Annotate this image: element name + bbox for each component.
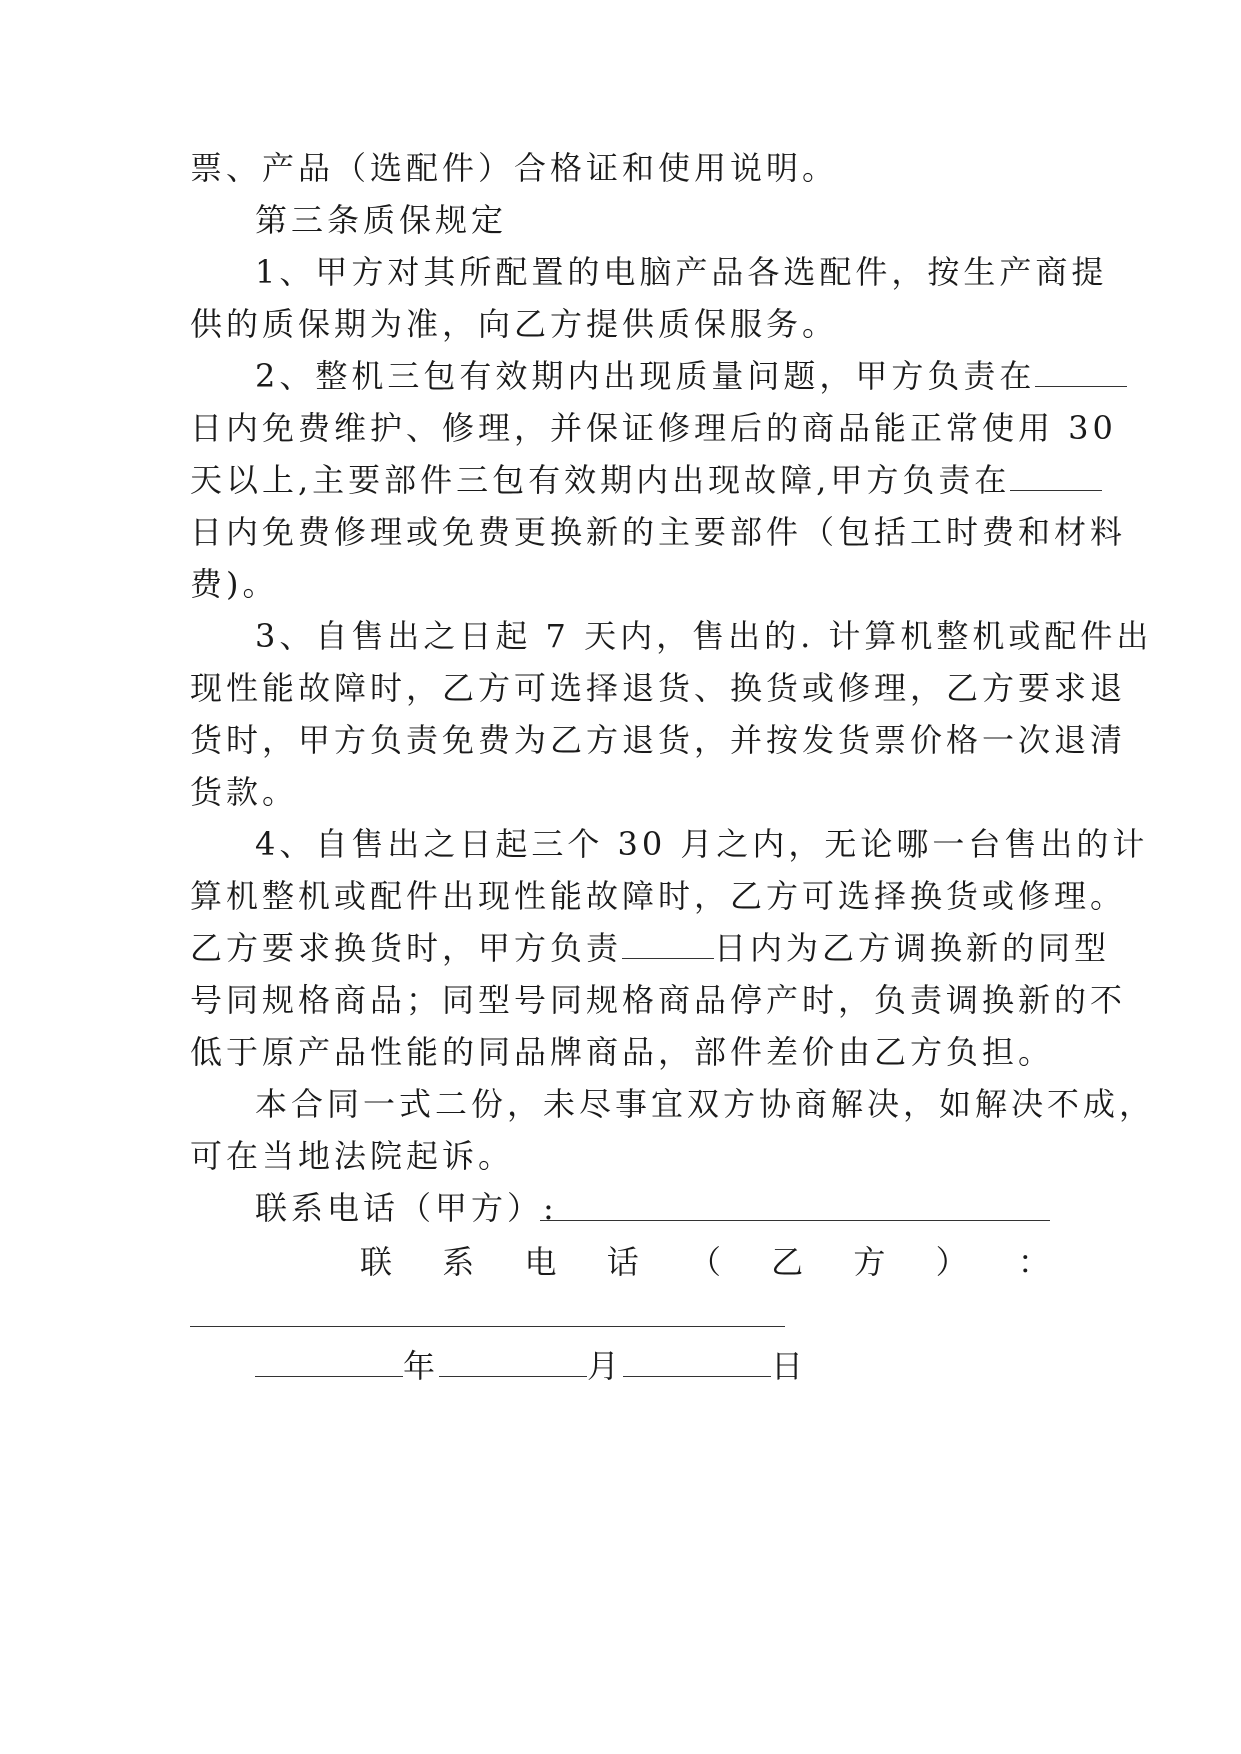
paragraph-line: 货时，甲方负责免费为乙方退货，并按发货票价格一次退清 [190,721,1127,759]
section-heading: 第三条质保规定 [255,201,508,239]
paragraph-line: 4、自售出之日起三个 30 月之内，无论哪一台售出的计 [255,825,1149,863]
clause-4-text: 日内为乙方调换新的同型 [714,929,1111,967]
fill-in-blank[interactable] [1010,462,1102,491]
year-field[interactable] [255,1348,403,1377]
paragraph-line: 现性能故障时，乙方可选择退货、换货或修理，乙方要求退 [190,669,1127,707]
paragraph-line: 本合同一式二份，未尽事宜双方协商解决，如解决不成， [255,1085,1156,1123]
phone-b-char: （ [688,1243,721,1281]
phone-party-a-field[interactable] [540,1220,1050,1221]
clause-2-text: 2、整机三包有效期内出现质量问题，甲方负责在 [255,357,1036,395]
year-label: 年 [403,1347,440,1385]
phone-party-b-label [360,1242,1050,1282]
phone-party-a-text: 联系电话（甲方）: [255,1189,558,1227]
fill-in-blank[interactable] [1035,358,1127,387]
phone-b-char: 话 [606,1243,639,1281]
phone-b-char: 乙 [771,1243,804,1281]
clause-4-text: 乙方要求换货时，甲方负责 [190,929,623,967]
date-line [255,1346,855,1386]
clause-2-text: 天以上,主要部件三包有效期内出现故障,甲方负责在 [190,461,1011,499]
paragraph-line [255,356,1050,396]
phone-b-char: 电 [524,1243,557,1281]
phone-party-b-field[interactable] [190,1326,785,1327]
phone-b-char: 联 [360,1243,393,1281]
paragraph-line: 低于原产品性能的同品牌商品，部件差价由乙方负担。 [190,1033,1055,1071]
paragraph-line: 日内免费修理或免费更换新的主要部件（包括工时费和材料 [190,513,1127,551]
paragraph-line: 供的质保期为准，向乙方提供质保服务。 [190,305,839,343]
fill-in-blank[interactable] [622,930,714,959]
month-field[interactable] [439,1348,587,1377]
paragraph-line: 日内免费维护、修理，并保证修理后的商品能正常使用 30 [190,409,1117,447]
paragraph-line: 货款。 [190,773,299,811]
paragraph-line: 可在当地法院起诉。 [190,1137,515,1175]
paragraph-line: 票、产品（选配件）合格证和使用说明。 [190,149,839,187]
phone-b-char: 系 [442,1243,475,1281]
phone-b-char: 方 [853,1243,886,1281]
phone-party-a-label [255,1188,1050,1228]
paragraph-line: 算机整机或配件出现性能故障时，乙方可选择换货或修理。 [190,877,1127,915]
day-label: 日 [771,1347,808,1385]
paragraph-line [190,460,1050,500]
paragraph-line: 1、甲方对其所配置的电脑产品各选配件，按生产商提 [255,253,1108,291]
paragraph-line: 号同规格商品；同型号同规格商品停产时，负责调换新的不 [190,981,1127,1019]
phone-b-char: ： [1017,1243,1050,1281]
month-label: 月 [587,1347,624,1385]
paragraph-line: 3、自售出之日起 7 天内，售出的. 计算机整机或配件出 [255,617,1153,655]
day-field[interactable] [623,1348,771,1377]
phone-b-char: ） [935,1243,968,1281]
paragraph-line: 费)。 [190,565,279,603]
paragraph-line [190,928,1111,968]
